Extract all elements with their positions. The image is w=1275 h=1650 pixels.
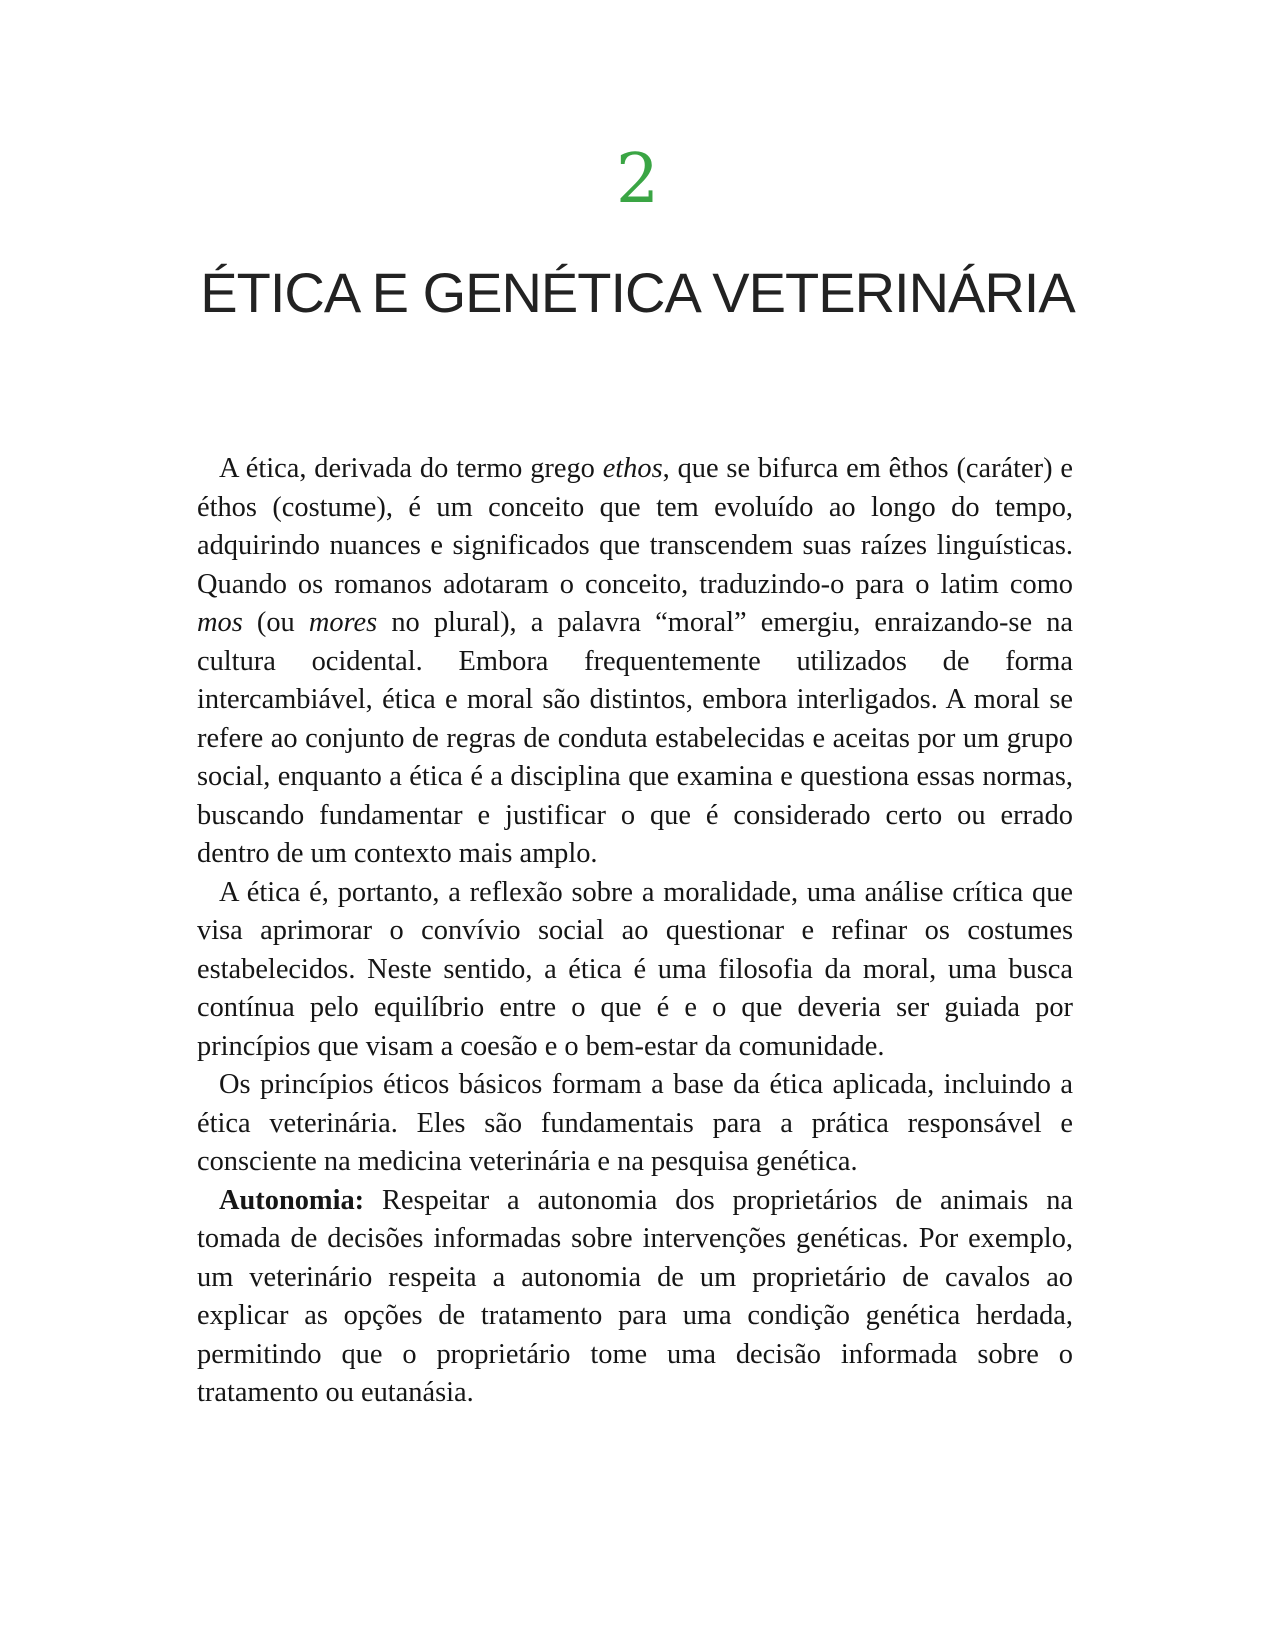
principle-label-autonomy: Autonomia:: [219, 1184, 365, 1216]
paragraph-text: Respeitar a autonomia dos proprietários de animais na tomada de decisões informadas sobre intervenções genéticas. Por exemplo, um veterinário respeita a autonomia de um proprietário de cavalos ao explicar as opções de tratamento para uma condição genética herdada, permitindo que o proprietário tome uma decisão informada sobre o tratamento ou eutanásia.: [197, 1184, 1073, 1408]
chapter-number: 2: [615, 140, 660, 219]
chapter-body: [197, 450, 1073, 1413]
paragraph-ethics-definition: [197, 450, 1073, 874]
italic-term-ethos: ethos: [602, 453, 663, 484]
paragraph-ethics-reflection: A ética é, portanto, a reflexão sobre a moralidade, uma análise crítica que visa aprimorar o convívio social ao questionar e refinar os costumes estabelecidos. Neste sentido, a ética é uma filosofia da moral, uma busca contínua pelo equilíbrio entre o que é e o que deveria ser guiada por princípios que visam a coesão e o bem-estar da comunidade.: [197, 876, 1073, 1062]
italic-term-mores: mores: [308, 607, 378, 638]
chapter-title: ÉTICA E GENÉTICA VETERINÁRIA: [200, 261, 1075, 324]
italic-term-mos: mos: [197, 607, 243, 638]
paragraph-text: no plural), a palavra “moral” emergiu, enraizando-se na cultura ocidental. Embora frequentemente utilizados de forma intercambiável, ética e moral são distintos, embora interligados. A moral se refere ao conjunto de regras de conduta estabelecidas e aceitas por um grupo social, enquanto a ética é a disciplina que examina e questiona essas normas, buscando fundamentar e justificar o que é considerado certo ou errado dentro de um contexto mais amplo.: [197, 607, 1073, 869]
paragraph-text: , que se bifurca em êthos (caráter) e éthos (costume), é um conceito que tem evoluído ao longo do tempo, adquirindo nuances e significados que transcendem suas raízes linguísticas. Quando os romanos adotaram o conceito, traduzindo-o para o latim como: [197, 453, 1074, 600]
paragraph-autonomy: [197, 1182, 1073, 1413]
paragraph-basic-principles: Os princípios éticos básicos formam a base da ética aplicada, incluindo a ética veterinária. Eles são fundamentais para a prática responsável e consciente na medicina veterinária e na pesquisa genética.: [197, 1069, 1073, 1177]
paragraph-text: A ética, derivada do termo grego: [219, 453, 603, 484]
paragraph-text: (ou: [242, 607, 309, 638]
